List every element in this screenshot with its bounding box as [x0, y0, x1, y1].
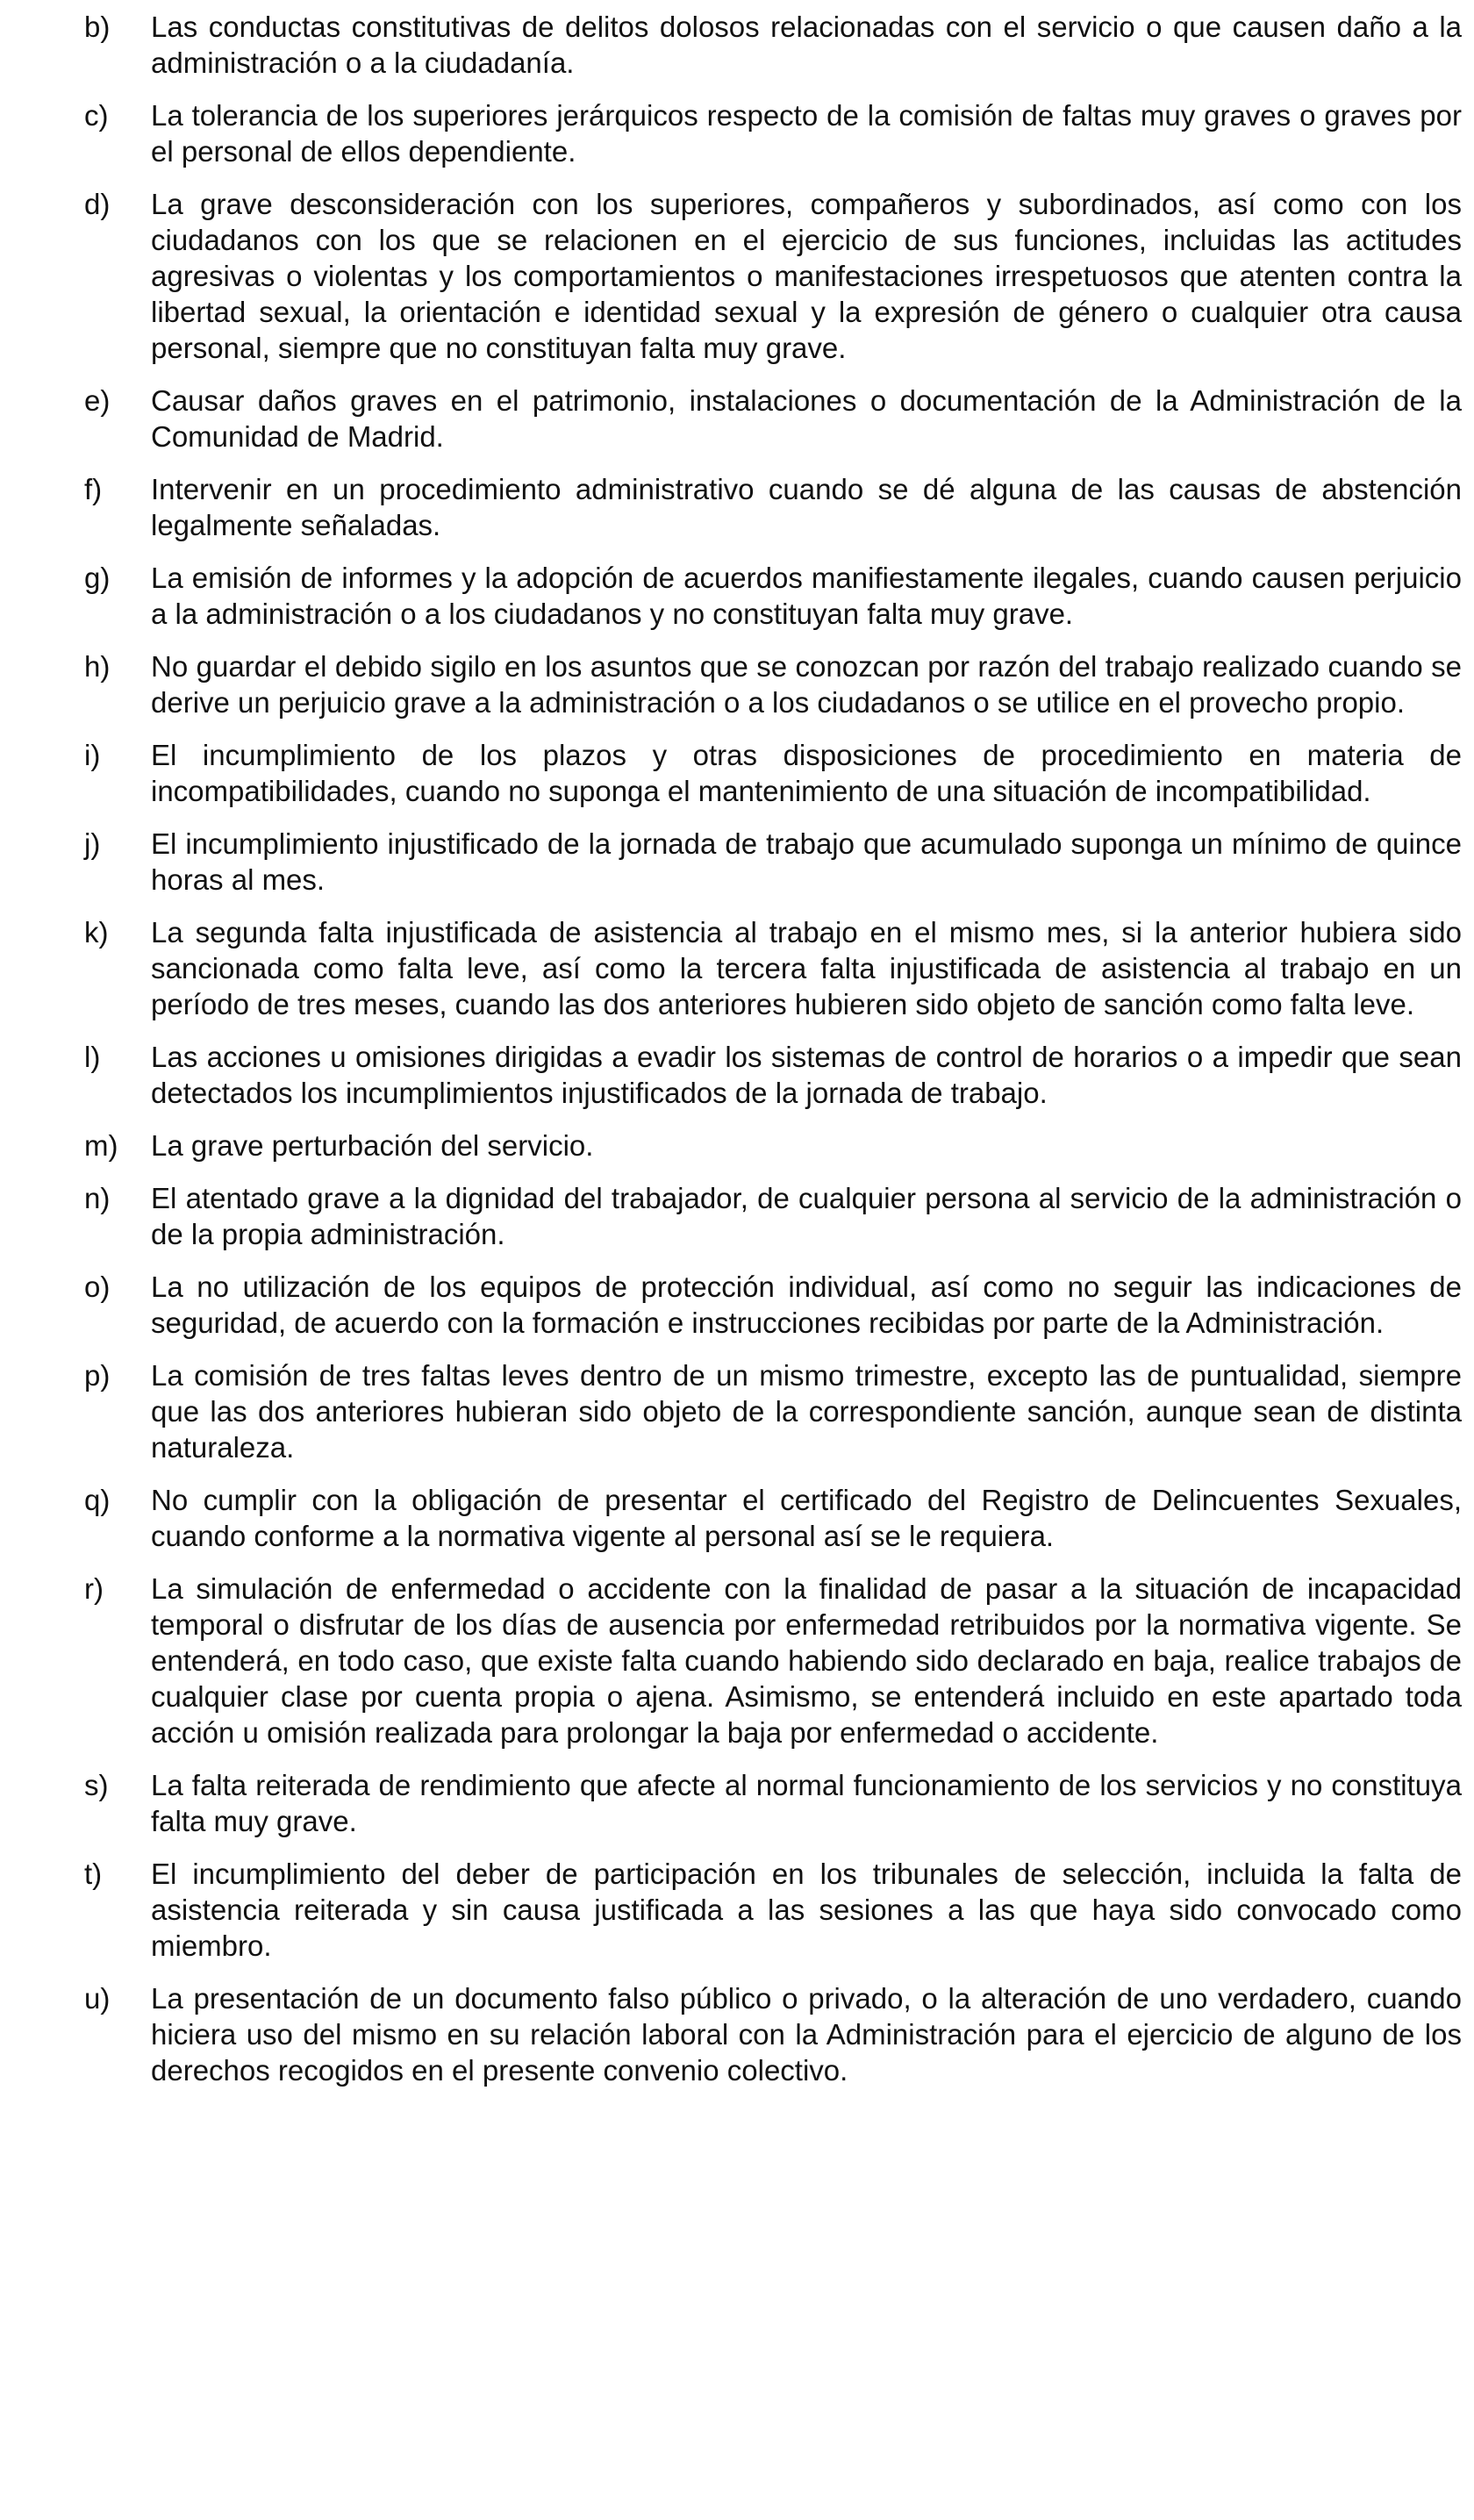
item-letter: t)	[84, 1858, 103, 1890]
item-letter: k)	[84, 916, 109, 949]
item-letter: q)	[84, 1484, 111, 1516]
item-letter: c)	[84, 99, 109, 132]
item-text: La falta reiterada de rendimiento que afecte al normal funcionamiento de los servicios y no constituya falta muy grave.	[151, 1769, 1462, 1837]
list-item-i	[84, 737, 1462, 809]
list-item-u	[84, 1980, 1462, 2088]
item-letter: h)	[84, 650, 111, 683]
list-item-j	[84, 826, 1462, 898]
item-letter: o)	[84, 1271, 111, 1303]
list-item-f	[84, 471, 1462, 543]
list-item-g	[84, 560, 1462, 632]
item-letter: n)	[84, 1182, 111, 1214]
list-item-l	[84, 1039, 1462, 1111]
item-letter: l)	[84, 1041, 101, 1073]
item-text: La segunda falta injustificada de asistencia al trabajo en el mismo mes, si la anterior hubiera sido sancionada como falta leve, así como la tercera falta injustificada de asistencia al trabajo en un período de tres meses, cuando las dos anteriores hubieren sido objeto de sanción como falta leve.	[151, 916, 1462, 1020]
list-item-d	[84, 186, 1462, 366]
list-item-h	[84, 648, 1462, 720]
item-text: La grave desconsideración con los superiores, compañeros y subordinados, así como con los ciudadanos con los que se relacionen en el ejercicio de sus funciones, incluidas las actitudes agresivas o violentas y los comportamientos o manifestaciones irrespetuosos que atenten contra la libertad sexual, la orientación e identidad sexual y la expresión de género o cualquier otra causa personal, siempre que no constituyan falta muy grave.	[151, 188, 1462, 364]
item-letter: i)	[84, 739, 101, 771]
item-text: No guardar el debido sigilo en los asuntos que se conozcan por razón del trabajo realizado cuando se derive un perjuicio grave a la administración o a los ciudadanos o se utilice en el provecho propio.	[151, 650, 1462, 719]
item-text: El incumplimiento de los plazos y otras disposiciones de procedimiento en materia de incompatibilidades, cuando no suponga el mantenimiento de una situación de incompatibilidad.	[151, 739, 1462, 807]
list-item-n	[84, 1180, 1462, 1252]
item-text: La grave perturbación del servicio.	[151, 1129, 594, 1162]
item-text: Intervenir en un procedimiento administrativo cuando se dé alguna de las causas de abstención legalmente señaladas.	[151, 473, 1462, 541]
item-text: El atentado grave a la dignidad del trabajador, de cualquier persona al servicio de la administración o de la propia administración.	[151, 1182, 1462, 1250]
item-letter: m)	[84, 1129, 118, 1162]
item-letter: p)	[84, 1359, 111, 1392]
list-item-p	[84, 1357, 1462, 1465]
item-text: El incumplimiento del deber de participación en los tribunales de selección, incluida la falta de asistencia reiterada y sin causa justificada a las sesiones a las que haya sido convocado como miembro.	[151, 1858, 1462, 1962]
list-item-e	[84, 383, 1462, 455]
list-item-k	[84, 914, 1462, 1022]
item-text: La emisión de informes y la adopción de acuerdos manifiestamente ilegales, cuando causen perjuicio a la administración o a los ciudadanos y no constituyan falta muy grave.	[151, 562, 1462, 630]
list-item-m	[84, 1128, 1462, 1163]
item-text: Las conductas constitutivas de delitos dolosos relacionadas con el servicio o que causen daño a la administración o a la ciudadanía.	[151, 11, 1462, 79]
item-letter: d)	[84, 188, 111, 220]
item-text: La presentación de un documento falso público o privado, o la alteración de uno verdadero, cuando hiciera uso del mismo en su relación laboral con la Administración para el ejercicio de alguno de los derechos recogidos en el presente convenio colectivo.	[151, 1982, 1462, 2087]
item-text: Causar daños graves en el patrimonio, instalaciones o documentación de la Administración de la Comunidad de Madrid.	[151, 384, 1462, 453]
item-text: No cumplir con la obligación de presentar el certificado del Registro de Delincuentes Sexuales, cuando conforme a la normativa vigente al personal así se le requiera.	[151, 1484, 1462, 1552]
item-text: Las acciones u omisiones dirigidas a evadir los sistemas de control de horarios o a impedir que sean detectados los incumplimientos injustificados de la jornada de trabajo.	[151, 1041, 1462, 1109]
list-item-r	[84, 1571, 1462, 1750]
item-letter: b)	[84, 11, 111, 43]
item-letter: f)	[84, 473, 103, 505]
item-letter: e)	[84, 384, 111, 417]
item-text: La simulación de enfermedad o accidente con la finalidad de pasar a la situación de incapacidad temporal o disfrutar de los días de ausencia por enfermedad retribuidos por la normativa vigente. Se entenderá, en todo caso, que existe falta cuando habiendo sido declarado en baja, realice trabajos de cualquier clase por cuenta propia o ajena. Asimismo, se entenderá incluido en este apartado toda acción u omisión realizada para prolongar la baja por enfermedad o accidente.	[151, 1572, 1462, 1749]
item-text: La tolerancia de los superiores jerárquicos respecto de la comisión de faltas muy graves o graves por el personal de ellos dependiente.	[151, 99, 1462, 168]
item-letter: s)	[84, 1769, 109, 1801]
list-item-b	[84, 9, 1462, 81]
list-item-s	[84, 1767, 1462, 1839]
list-item-c	[84, 97, 1462, 169]
list-item-t	[84, 1856, 1462, 1964]
list-item-o	[84, 1269, 1462, 1341]
item-letter: j)	[84, 827, 101, 860]
item-letter: u)	[84, 1982, 111, 2015]
item-text: La comisión de tres faltas leves dentro de un mismo trimestre, excepto las de puntualidad, siempre que las dos anteriores hubieran sido objeto de la correspondiente sanción, aunque sean de distinta naturaleza.	[151, 1359, 1462, 1464]
item-letter: g)	[84, 562, 111, 594]
item-text: La no utilización de los equipos de protección individual, así como no seguir las indicaciones de seguridad, de acuerdo con la formación e instrucciones recibidas por parte de la Administración.	[151, 1271, 1462, 1339]
faltas-graves-list	[84, 9, 1462, 2105]
item-text: El incumplimiento injustificado de la jornada de trabajo que acumulado suponga un mínimo de quince horas al mes.	[151, 827, 1462, 896]
item-letter: r)	[84, 1572, 104, 1605]
list-item-q	[84, 1482, 1462, 1554]
